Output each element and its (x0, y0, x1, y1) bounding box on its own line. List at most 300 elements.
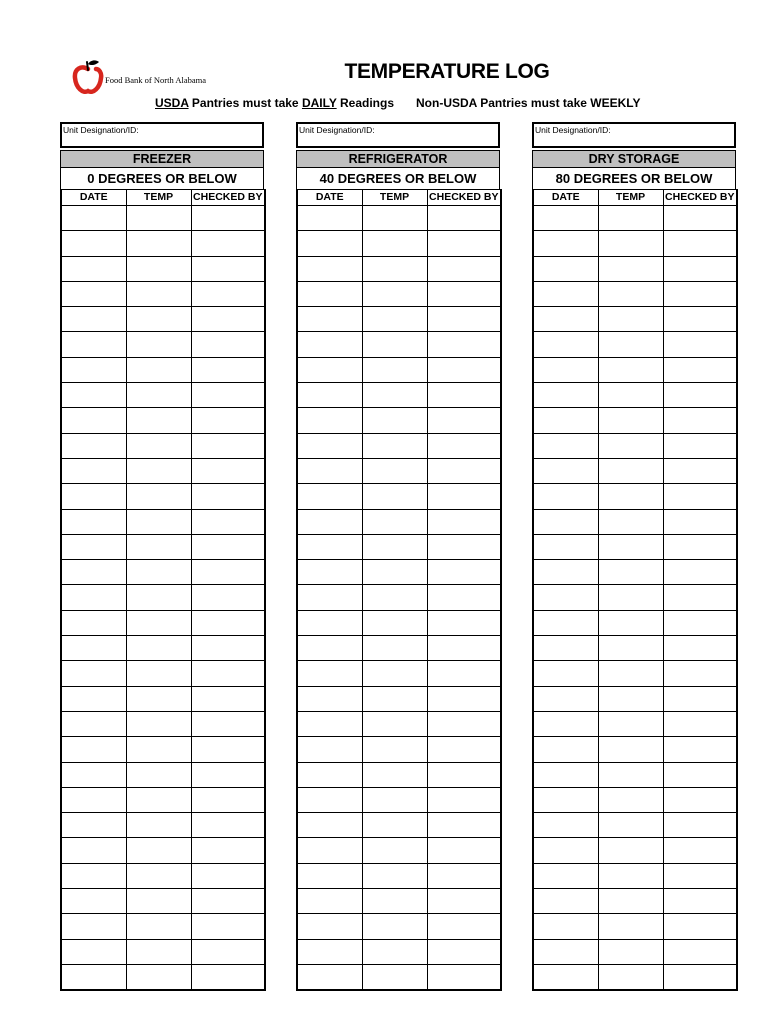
checked-by-cell[interactable] (663, 863, 737, 888)
checked-by-cell[interactable] (427, 433, 501, 458)
date-cell[interactable] (533, 914, 598, 939)
temp-cell[interactable] (362, 585, 427, 610)
checked-by-cell[interactable] (663, 357, 737, 382)
date-cell[interactable] (533, 408, 598, 433)
date-cell[interactable] (297, 256, 362, 281)
date-cell[interactable] (533, 281, 598, 306)
checked-by-cell[interactable] (427, 206, 501, 231)
date-cell[interactable] (61, 332, 126, 357)
checked-by-cell[interactable] (191, 964, 265, 990)
date-cell[interactable] (297, 762, 362, 787)
date-cell[interactable] (297, 534, 362, 559)
temp-cell[interactable] (598, 964, 663, 990)
checked-by-cell[interactable] (427, 863, 501, 888)
checked-by-cell[interactable] (663, 939, 737, 964)
checked-by-cell[interactable] (663, 787, 737, 812)
checked-by-column-header: CHECKED BY (427, 190, 501, 206)
checked-by-cell[interactable] (427, 762, 501, 787)
date-cell[interactable] (61, 964, 126, 990)
checked-by-cell[interactable] (191, 281, 265, 306)
temp-cell[interactable] (362, 610, 427, 635)
checked-by-cell[interactable] (427, 610, 501, 635)
checked-by-cell[interactable] (427, 458, 501, 483)
date-cell[interactable] (533, 787, 598, 812)
temp-cell[interactable] (126, 863, 191, 888)
checked-by-cell[interactable] (427, 939, 501, 964)
temp-cell[interactable] (126, 383, 191, 408)
log-row (61, 939, 265, 964)
log-row (533, 964, 737, 990)
date-cell[interactable] (297, 383, 362, 408)
temp-cell[interactable] (126, 838, 191, 863)
checked-by-cell[interactable] (663, 585, 737, 610)
temp-cell[interactable] (126, 610, 191, 635)
temp-cell[interactable] (362, 408, 427, 433)
temp-cell[interactable] (362, 383, 427, 408)
checked-by-cell[interactable] (663, 534, 737, 559)
temp-cell[interactable] (126, 281, 191, 306)
temp-cell[interactable] (362, 433, 427, 458)
temp-cell[interactable] (598, 838, 663, 863)
date-cell[interactable] (61, 813, 126, 838)
temp-cell[interactable] (598, 813, 663, 838)
temp-cell[interactable] (362, 686, 427, 711)
temp-cell[interactable] (362, 711, 427, 736)
checked-by-cell[interactable] (663, 383, 737, 408)
temp-cell[interactable] (598, 206, 663, 231)
date-cell[interactable] (533, 534, 598, 559)
temp-cell[interactable] (362, 281, 427, 306)
temp-cell[interactable] (598, 737, 663, 762)
date-cell[interactable] (533, 383, 598, 408)
temp-cell[interactable] (126, 408, 191, 433)
checked-by-column-header: CHECKED BY (191, 190, 265, 206)
date-cell[interactable] (61, 711, 126, 736)
temp-cell[interactable] (598, 889, 663, 914)
date-cell[interactable] (533, 686, 598, 711)
temp-cell[interactable] (598, 711, 663, 736)
temp-cell[interactable] (598, 281, 663, 306)
checked-by-cell[interactable] (427, 787, 501, 812)
temp-cell[interactable] (362, 206, 427, 231)
temp-cell[interactable] (598, 383, 663, 408)
checked-by-cell[interactable] (191, 433, 265, 458)
checked-by-cell[interactable] (191, 914, 265, 939)
date-cell[interactable] (61, 231, 126, 256)
temp-cell[interactable] (598, 357, 663, 382)
date-cell[interactable] (61, 560, 126, 585)
checked-by-cell[interactable] (191, 560, 265, 585)
checked-by-cell[interactable] (663, 560, 737, 585)
unit-designation-field[interactable] (532, 122, 736, 148)
checked-by-cell[interactable] (191, 509, 265, 534)
log-row (297, 408, 501, 433)
checked-by-cell[interactable] (191, 762, 265, 787)
checked-by-cell[interactable] (663, 838, 737, 863)
temp-cell[interactable] (598, 534, 663, 559)
date-cell[interactable] (61, 610, 126, 635)
date-cell[interactable] (297, 939, 362, 964)
checked-by-cell[interactable] (663, 484, 737, 509)
checked-by-cell[interactable] (191, 408, 265, 433)
date-cell[interactable] (297, 737, 362, 762)
degree-text: DEGREES OR BELOW (334, 171, 477, 186)
log-row (533, 357, 737, 382)
checked-by-cell[interactable] (191, 458, 265, 483)
checked-by-cell[interactable] (663, 408, 737, 433)
temp-cell[interactable] (126, 686, 191, 711)
log-row (61, 610, 265, 635)
checked-by-cell[interactable] (663, 686, 737, 711)
date-cell[interactable] (533, 332, 598, 357)
temp-cell[interactable] (126, 787, 191, 812)
temp-cell[interactable] (362, 661, 427, 686)
date-cell[interactable] (533, 231, 598, 256)
checked-by-cell[interactable] (427, 256, 501, 281)
temp-cell[interactable] (362, 560, 427, 585)
date-cell[interactable] (533, 458, 598, 483)
temp-cell[interactable] (126, 964, 191, 990)
date-cell[interactable] (297, 838, 362, 863)
temp-cell[interactable] (126, 206, 191, 231)
date-cell[interactable] (297, 408, 362, 433)
checked-by-cell[interactable] (427, 889, 501, 914)
unit-designation-field[interactable] (296, 122, 500, 148)
checked-by-cell[interactable] (191, 711, 265, 736)
temp-cell[interactable] (598, 610, 663, 635)
date-cell[interactable] (61, 737, 126, 762)
date-cell[interactable] (297, 206, 362, 231)
date-cell[interactable] (297, 787, 362, 812)
temp-cell[interactable] (362, 813, 427, 838)
checked-by-cell[interactable] (663, 610, 737, 635)
checked-by-cell[interactable] (191, 610, 265, 635)
checked-by-cell[interactable] (663, 332, 737, 357)
date-cell[interactable] (533, 737, 598, 762)
checked-by-cell[interactable] (191, 686, 265, 711)
date-cell[interactable] (61, 889, 126, 914)
date-cell[interactable] (533, 889, 598, 914)
date-cell[interactable] (297, 458, 362, 483)
checked-by-cell[interactable] (663, 737, 737, 762)
temp-cell[interactable] (126, 585, 191, 610)
date-cell[interactable] (533, 509, 598, 534)
date-cell[interactable] (533, 560, 598, 585)
date-cell[interactable] (61, 484, 126, 509)
checked-by-cell[interactable] (663, 964, 737, 990)
temp-cell[interactable] (126, 256, 191, 281)
checked-by-cell[interactable] (427, 914, 501, 939)
date-cell[interactable] (61, 256, 126, 281)
date-cell[interactable] (61, 838, 126, 863)
date-cell[interactable] (61, 357, 126, 382)
checked-by-cell[interactable] (663, 281, 737, 306)
temp-cell[interactable] (126, 711, 191, 736)
date-cell[interactable] (61, 534, 126, 559)
temp-cell[interactable] (598, 509, 663, 534)
temp-cell[interactable] (126, 762, 191, 787)
temp-cell[interactable] (126, 737, 191, 762)
checked-by-cell[interactable] (191, 383, 265, 408)
temperature-requirement (296, 168, 500, 189)
checked-by-cell[interactable] (663, 813, 737, 838)
checked-by-cell[interactable] (663, 636, 737, 661)
checked-by-cell[interactable] (427, 509, 501, 534)
date-cell[interactable] (61, 433, 126, 458)
date-cell[interactable] (297, 863, 362, 888)
temp-cell[interactable] (598, 484, 663, 509)
checked-by-cell[interactable] (427, 813, 501, 838)
date-cell[interactable] (297, 357, 362, 382)
date-cell[interactable] (297, 711, 362, 736)
checked-by-cell[interactable] (427, 964, 501, 990)
date-cell[interactable] (61, 458, 126, 483)
date-cell[interactable] (61, 206, 126, 231)
temp-cell[interactable] (126, 231, 191, 256)
checked-by-cell[interactable] (663, 433, 737, 458)
temp-cell[interactable] (126, 458, 191, 483)
checked-by-cell[interactable] (427, 560, 501, 585)
date-cell[interactable] (297, 281, 362, 306)
date-cell[interactable] (533, 307, 598, 332)
checked-by-cell[interactable] (191, 636, 265, 661)
temp-cell[interactable] (362, 636, 427, 661)
checked-by-cell[interactable] (191, 307, 265, 332)
date-cell[interactable] (61, 939, 126, 964)
temp-cell[interactable] (126, 939, 191, 964)
temp-cell[interactable] (598, 433, 663, 458)
date-cell[interactable] (533, 256, 598, 281)
temp-cell[interactable] (362, 939, 427, 964)
checked-by-cell[interactable] (663, 509, 737, 534)
date-cell[interactable] (61, 585, 126, 610)
date-cell[interactable] (297, 964, 362, 990)
temp-cell[interactable] (362, 737, 427, 762)
checked-by-cell[interactable] (191, 332, 265, 357)
date-cell[interactable] (533, 206, 598, 231)
date-cell[interactable] (297, 889, 362, 914)
checked-by-cell[interactable] (663, 661, 737, 686)
temp-cell[interactable] (598, 787, 663, 812)
checked-by-cell[interactable] (191, 787, 265, 812)
log-row (533, 686, 737, 711)
date-cell[interactable] (61, 383, 126, 408)
date-cell[interactable] (297, 661, 362, 686)
temp-cell[interactable] (126, 433, 191, 458)
checked-by-cell[interactable] (191, 256, 265, 281)
temp-cell[interactable] (598, 256, 663, 281)
temp-cell[interactable] (598, 636, 663, 661)
date-cell[interactable] (297, 914, 362, 939)
checked-by-cell[interactable] (191, 206, 265, 231)
date-cell[interactable] (297, 484, 362, 509)
date-cell[interactable] (533, 762, 598, 787)
date-cell[interactable] (533, 484, 598, 509)
temp-cell[interactable] (126, 560, 191, 585)
date-cell[interactable] (297, 509, 362, 534)
date-cell[interactable] (297, 813, 362, 838)
date-cell[interactable] (533, 939, 598, 964)
date-cell[interactable] (297, 686, 362, 711)
checked-by-cell[interactable] (663, 206, 737, 231)
temp-cell[interactable] (598, 914, 663, 939)
checked-by-cell[interactable] (663, 711, 737, 736)
checked-by-cell[interactable] (427, 484, 501, 509)
temp-cell[interactable] (598, 560, 663, 585)
temp-cell[interactable] (362, 762, 427, 787)
checked-by-cell[interactable] (663, 889, 737, 914)
date-cell[interactable] (297, 585, 362, 610)
checked-by-cell[interactable] (427, 357, 501, 382)
date-column-header: DATE (297, 190, 362, 206)
temp-cell[interactable] (598, 939, 663, 964)
temp-cell[interactable] (362, 484, 427, 509)
temp-cell[interactable] (598, 863, 663, 888)
date-cell[interactable] (533, 964, 598, 990)
checked-by-cell[interactable] (427, 711, 501, 736)
checked-by-cell[interactable] (427, 737, 501, 762)
checked-by-cell[interactable] (191, 534, 265, 559)
date-cell[interactable] (533, 610, 598, 635)
checked-by-cell[interactable] (663, 762, 737, 787)
date-cell[interactable] (61, 863, 126, 888)
unit-designation-field[interactable] (60, 122, 264, 148)
temp-cell[interactable] (598, 762, 663, 787)
date-cell[interactable] (297, 636, 362, 661)
unit-designation-label: Unit Designation/ID: (63, 125, 139, 135)
date-cell[interactable] (61, 281, 126, 306)
date-cell[interactable] (61, 787, 126, 812)
checked-by-cell[interactable] (427, 838, 501, 863)
date-cell[interactable] (297, 231, 362, 256)
checked-by-cell[interactable] (191, 357, 265, 382)
temp-cell[interactable] (126, 534, 191, 559)
checked-by-cell[interactable] (663, 231, 737, 256)
date-cell[interactable] (61, 686, 126, 711)
temp-cell[interactable] (598, 458, 663, 483)
date-cell[interactable] (61, 307, 126, 332)
checked-by-cell[interactable] (427, 636, 501, 661)
log-row (297, 661, 501, 686)
date-cell[interactable] (61, 408, 126, 433)
temp-cell[interactable] (362, 231, 427, 256)
checked-by-cell[interactable] (191, 838, 265, 863)
date-cell[interactable] (297, 433, 362, 458)
temp-cell[interactable] (362, 509, 427, 534)
temp-cell[interactable] (362, 332, 427, 357)
temp-cell[interactable] (126, 661, 191, 686)
date-cell[interactable] (61, 509, 126, 534)
checked-by-cell[interactable] (191, 231, 265, 256)
unit-designation-label: Unit Designation/ID: (535, 125, 611, 135)
date-cell[interactable] (61, 661, 126, 686)
date-cell[interactable] (297, 560, 362, 585)
checked-by-cell[interactable] (191, 889, 265, 914)
checked-by-cell[interactable] (427, 686, 501, 711)
date-cell[interactable] (533, 863, 598, 888)
temp-cell[interactable] (126, 332, 191, 357)
checked-by-cell[interactable] (191, 863, 265, 888)
date-cell[interactable] (533, 433, 598, 458)
temp-cell[interactable] (126, 889, 191, 914)
checked-by-cell[interactable] (663, 307, 737, 332)
log-table (60, 189, 266, 991)
temp-cell[interactable] (362, 357, 427, 382)
date-cell[interactable] (533, 813, 598, 838)
temp-cell[interactable] (126, 914, 191, 939)
temp-cell[interactable] (126, 484, 191, 509)
temp-cell[interactable] (598, 332, 663, 357)
temp-cell[interactable] (362, 256, 427, 281)
apple-logo-icon (72, 58, 104, 96)
temp-cell[interactable] (126, 357, 191, 382)
checked-by-cell[interactable] (191, 585, 265, 610)
temp-cell[interactable] (126, 307, 191, 332)
date-cell[interactable] (61, 914, 126, 939)
temp-cell[interactable] (362, 914, 427, 939)
temp-cell[interactable] (362, 838, 427, 863)
temp-cell[interactable] (598, 585, 663, 610)
checked-by-cell[interactable] (191, 661, 265, 686)
temp-cell[interactable] (362, 889, 427, 914)
checked-by-cell[interactable] (427, 534, 501, 559)
checked-by-cell[interactable] (427, 281, 501, 306)
temp-cell[interactable] (598, 661, 663, 686)
temp-cell[interactable] (126, 509, 191, 534)
checked-by-cell[interactable] (191, 939, 265, 964)
date-cell[interactable] (533, 636, 598, 661)
date-cell[interactable] (533, 711, 598, 736)
date-cell[interactable] (297, 307, 362, 332)
checked-by-cell[interactable] (663, 256, 737, 281)
date-cell[interactable] (61, 762, 126, 787)
temp-cell[interactable] (126, 636, 191, 661)
temp-cell[interactable] (598, 307, 663, 332)
temp-cell[interactable] (598, 408, 663, 433)
checked-by-cell[interactable] (427, 332, 501, 357)
checked-by-cell[interactable] (427, 661, 501, 686)
checked-by-cell[interactable] (663, 458, 737, 483)
temp-cell[interactable] (362, 458, 427, 483)
temp-cell[interactable] (362, 534, 427, 559)
temp-cell[interactable] (362, 863, 427, 888)
date-cell[interactable] (297, 610, 362, 635)
temp-cell[interactable] (362, 964, 427, 990)
checked-by-cell[interactable] (427, 408, 501, 433)
checked-by-cell[interactable] (191, 737, 265, 762)
checked-by-cell[interactable] (427, 383, 501, 408)
checked-by-cell[interactable] (427, 307, 501, 332)
temp-cell[interactable] (362, 307, 427, 332)
log-row (61, 332, 265, 357)
date-cell[interactable] (61, 636, 126, 661)
temp-cell[interactable] (362, 787, 427, 812)
checked-by-cell[interactable] (427, 231, 501, 256)
temp-cell[interactable] (126, 813, 191, 838)
checked-by-cell[interactable] (191, 484, 265, 509)
log-row (297, 332, 501, 357)
date-cell[interactable] (533, 585, 598, 610)
checked-by-cell[interactable] (191, 813, 265, 838)
temp-cell[interactable] (598, 686, 663, 711)
checked-by-cell[interactable] (663, 914, 737, 939)
date-cell[interactable] (533, 661, 598, 686)
date-cell[interactable] (533, 357, 598, 382)
checked-by-cell[interactable] (427, 585, 501, 610)
date-cell[interactable] (297, 332, 362, 357)
date-cell[interactable] (533, 838, 598, 863)
temp-cell[interactable] (598, 231, 663, 256)
